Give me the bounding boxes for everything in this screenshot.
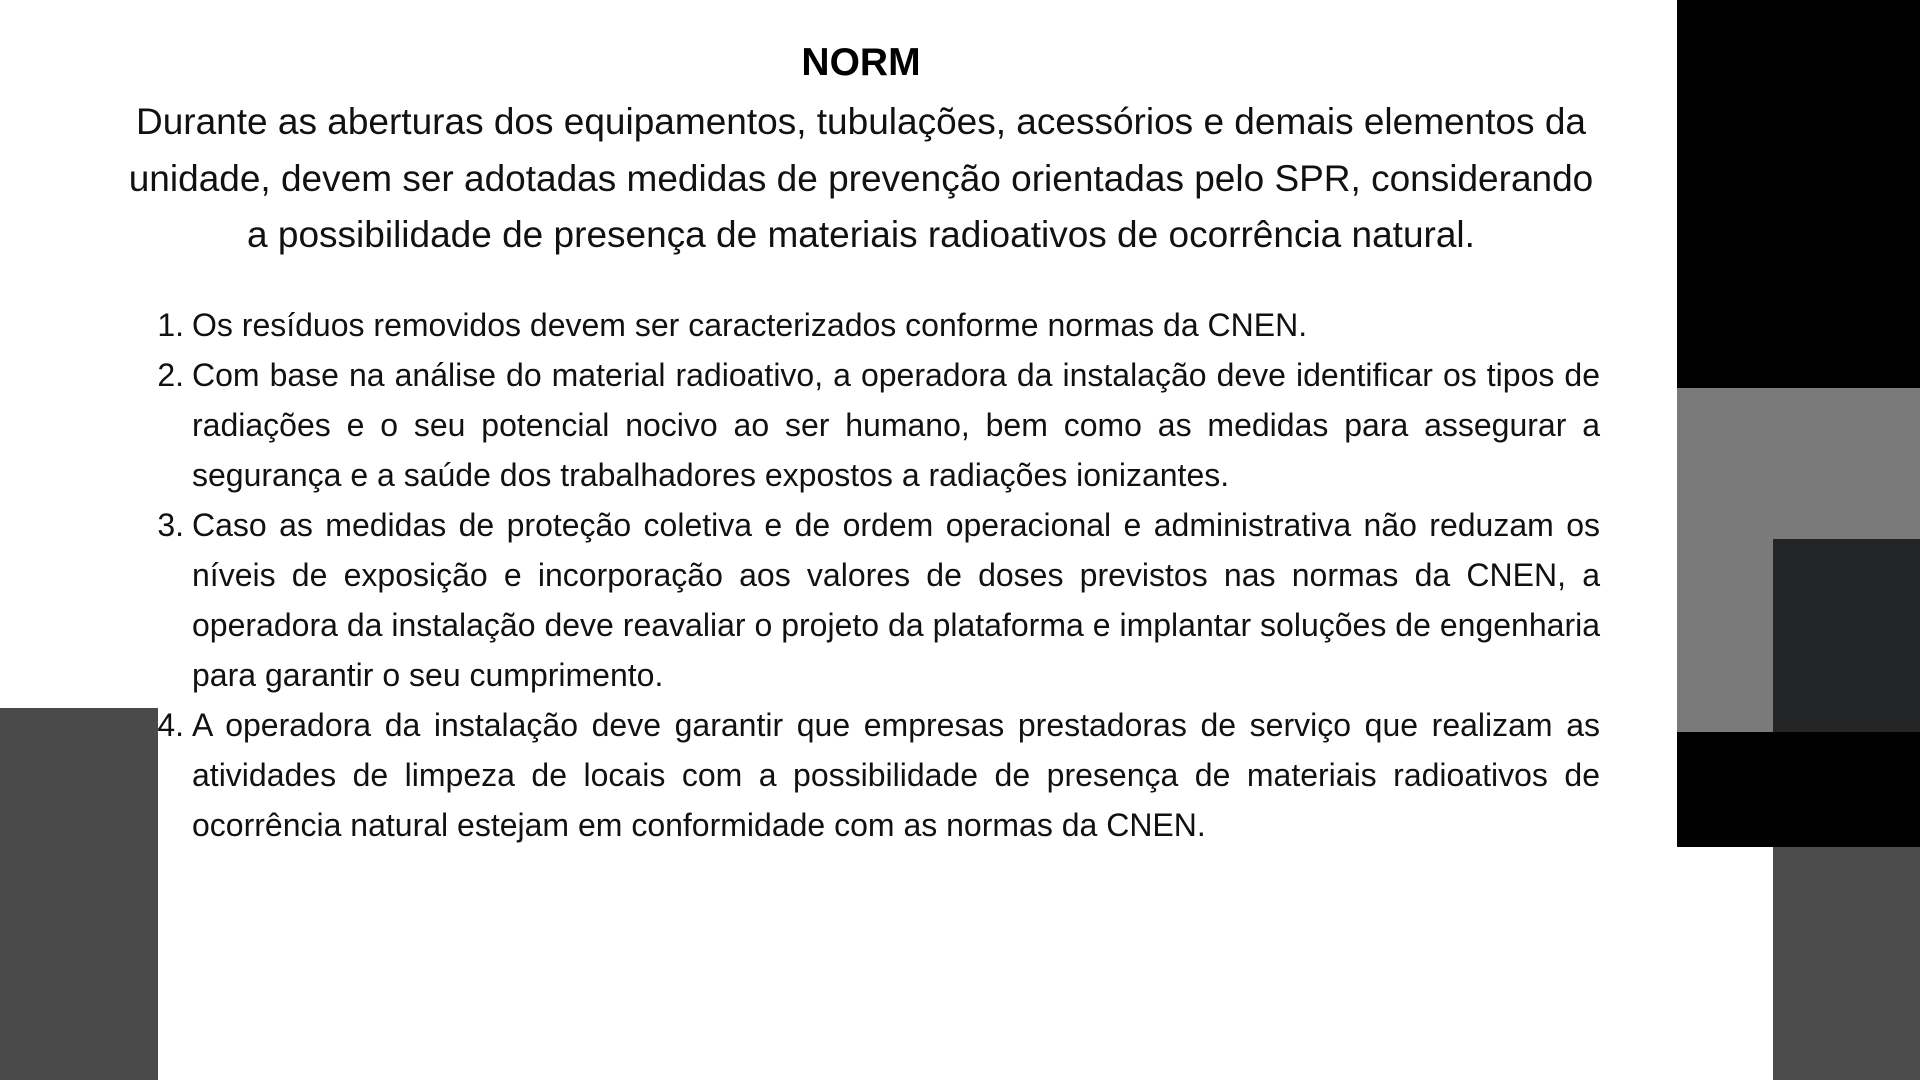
list-marker: 1. (157, 306, 184, 343)
list-item-2 (122, 350, 1600, 500)
decorative-block-right-black-band (1677, 732, 1920, 847)
list-item-1 (122, 300, 1600, 350)
list-marker: 3. (157, 506, 184, 543)
slide-title: NORM (801, 41, 921, 84)
decorative-block-right-charcoal (1773, 539, 1920, 732)
slide-content (122, 38, 1600, 850)
requirements-list (122, 300, 1600, 850)
decorative-block-right-top (1677, 0, 1920, 388)
list-marker: 4. (157, 706, 184, 743)
list-marker: 2. (157, 356, 184, 393)
list-item-text: A operadora da instalação deve garantir que empresas prestadoras de serviço que realizam as atividades de limpeza de locais com a possibilidade de presença de materiais radioativos de ocorrência natural estejam em conformidade com as normas da CNEN. (192, 706, 1600, 843)
list-item-4 (122, 700, 1600, 850)
intro-paragraph: Durante as aberturas dos equipamentos, tubulações, acessórios e demais elementos da unidade, devem ser adotadas medidas de prevenção orientadas pelo SPR, considerando a possibilidade de presença de materiais radioativos de ocorrência natural. (128, 101, 1594, 255)
list-item-text: Os resíduos removidos devem ser caracterizados conforme normas da CNEN. (192, 306, 1308, 343)
list-item-text: Com base na análise do material radioativo, a operadora da instalação deve identificar os tipos de radiações e o seu potencial nocivo ao ser humano, bem como as medidas para assegurar a segurança e a saúde dos trabalhadores expostos a radiações ionizantes. (192, 356, 1600, 493)
decorative-block-right-bottom (1773, 847, 1920, 1080)
list-item-text: Caso as medidas de proteção coletiva e de ordem operacional e administrativa não reduzam os níveis de exposição e incorporação aos valores de doses previstos nas normas da CNEN, a operadora da instalação deve reavaliar o projeto da plataforma e implantar soluções de engenharia para garantir o seu cumprimento. (192, 506, 1600, 693)
list-item-3 (122, 500, 1600, 700)
